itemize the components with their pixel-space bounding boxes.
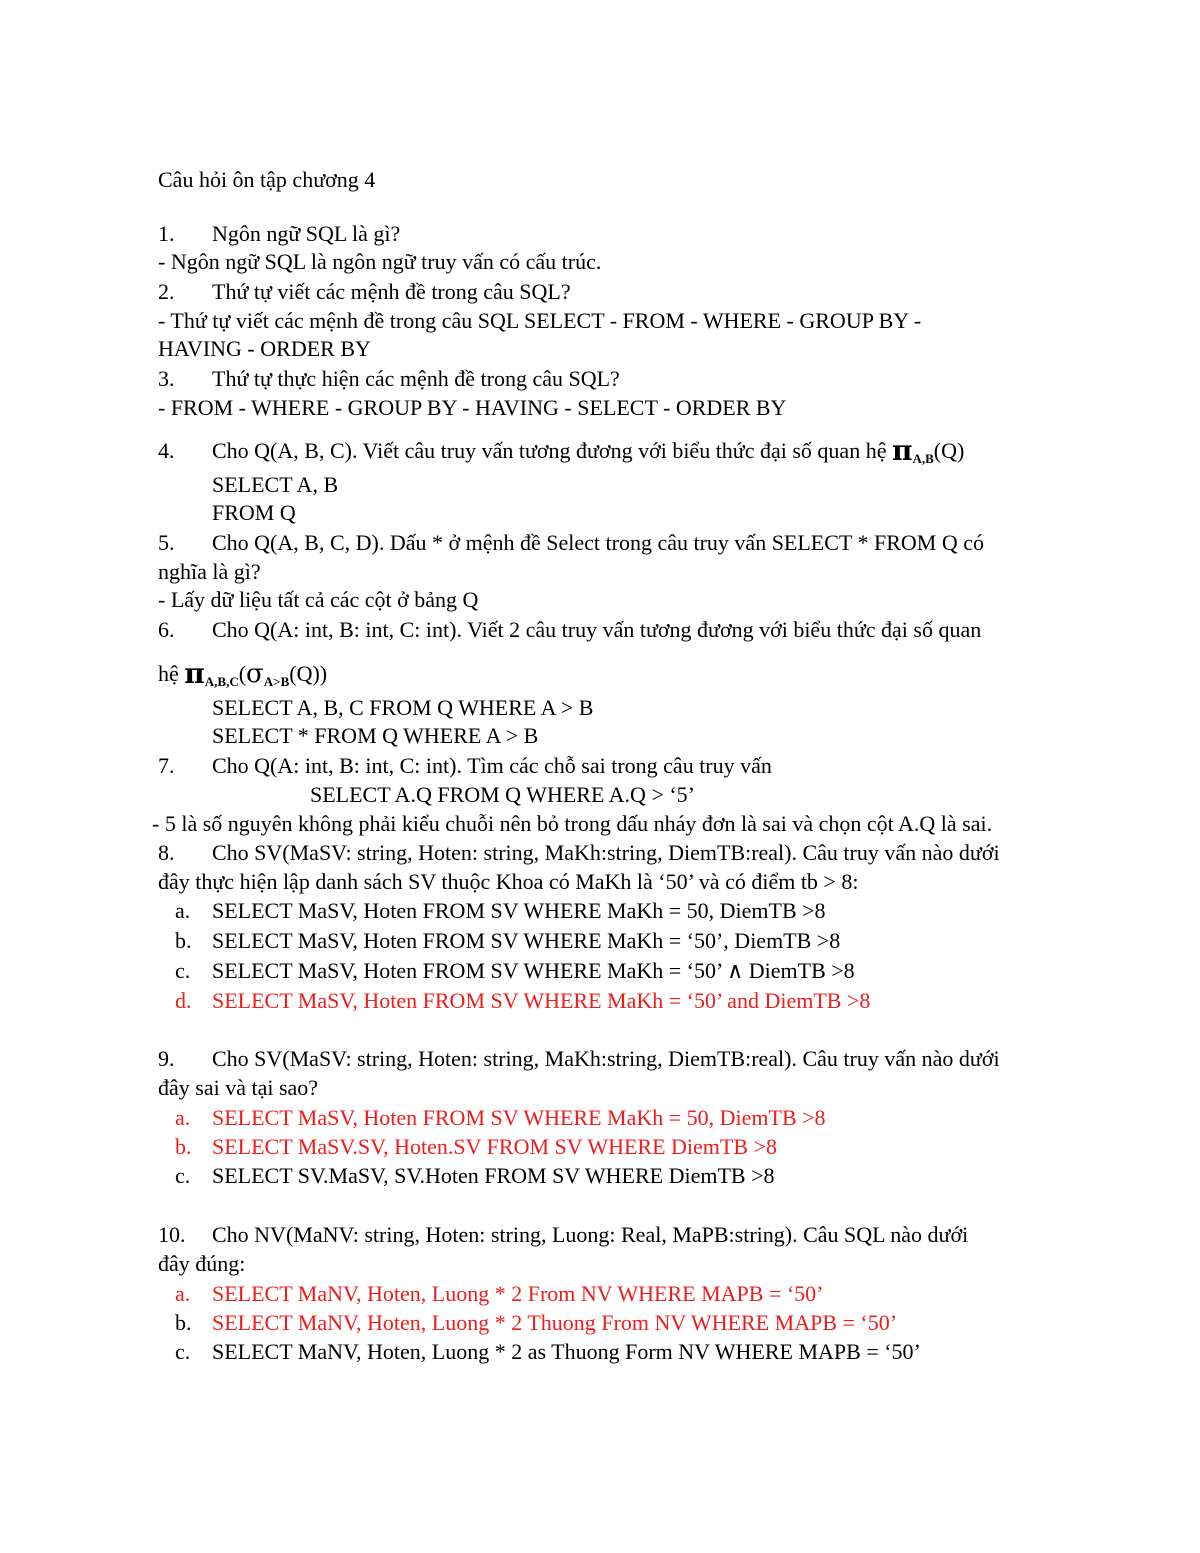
projection-subscript: A,B,C <box>204 674 239 689</box>
projection-subscript: A,B <box>912 451 934 466</box>
question-number: 8. <box>158 840 175 865</box>
document-page: Câu hỏi ôn tập chương 4 1. Ngôn ngữ SQL là gì? - Ngôn ngữ SQL là ngôn ngữ truy vấn có cấu trúc. 2. Thứ tự viết các mệnh đề trong câu SQL? - Thứ tự viết các mệnh đề trong câu SQL SELECT - FROM - WHERE - GROUP BY - HAVING - ORDER BY 3. Thứ tự thực hiện các mệnh đề trong câu SQL? - FROM - WHERE - GROUP BY - HAVING - SELECT - ORDER BY 4. Cho Q(A, B, C). Viết câu truy vấn tương đương với biểu thức đại số quan hệ $\pi_{A,B}(Q)$ SELECT A, B FROM Q 5. Cho Q(A, B, C, D). Dấu * ở mệnh đề Select trong câu truy vấn SELECT * FROM Q có nghĩa là gì? - Lấy dữ liệu tất cả các cột ở bảng Q 6. Cho Q(A: int, B: int, C: int). Viết 2 câu truy vấn tương đương với biểu thức đại số quan hệ $\pi_{A,B,C}(\sigma_{A>B}(Q))$ SELECT A, B, C FROM Q WHERE A > B SELECT * FROM Q WHERE A > B 7. Cho Q(A: int, B: int, C: int). Tìm các chỗ sai trong câu truy vấn SELECT A.Q FROM Q WHERE A.Q > ‘5’ - 5 là số nguyên không phải kiểu chuỗi nên bỏ trong dấu nháy đơn là sai và chọn cột A.Q là sai. 8. Cho SV(MaSV: string, Hoten: string, MaKh:string, DiemTB:real). Câu truy vấn nào dưới đây thực hiện lập danh sách SV thuộc Khoa có MaKh là ‘50’ và có điểm tb > 8: a. SELECT MaSV, Hoten FROM SV WHERE MaKh = 50, DiemTB >8 b. SELECT MaSV, Hoten FROM SV WHERE MaKh = ‘50’, DiemTB >8 c. SELECT MaSV, Hoten FROM SV WHERE MaKh = ‘50’ ∧ DiemTB >8 d. SELECT MaSV, Hoten FROM SV WHERE MaKh = ‘50’ and DiemTB >8 9. Cho SV(MaSV: string, Hoten: string, MaKh:string, DiemTB:real). Câu truy vấn nào dưới đây sai và tại sao? a. SELECT MaSV, Hoten FROM SV WHERE MaKh = 50, DiemTB >8 b. SELECT MaSV.SV, Hoten.SV FROM SV WHERE DiemTB >8 c. SELECT SV.MaSV, SV.Hoten FROM SV WHERE DiemTB >8 10. Cho NV(MaNV: string, Hoten: string, Luong: Real, MaPB:string). Câu SQL nào dưới đây đúng: a. SELECT MaNV, Hoten, Luong * 2 From NV WHERE MAPB = ‘50’ b. SELECT MaNV, Hoten, Luong * 2 Thuong From NV WHERE MAPB = ‘50’ c. SELECT MaNV, Hoten, Luong * 2 as Thuong Form NV WHERE MAPB = ‘50’ <box>152 167 1000 1364</box>
selection-subscript: A>B <box>263 674 290 689</box>
question-number: 10. <box>158 1222 186 1247</box>
question-text: Cho Q(A, B, C). Viết câu truy vấn tương đương với biểu thức đại số quan hệ $\pi_{A,B}(Q)$ <box>212 434 965 467</box>
question-number: 4. <box>158 438 175 463</box>
question-text: Thứ tự thực hiện các mệnh đề trong câu SQL? <box>212 366 620 391</box>
question-text: Cho Q(A, B, C, D). Dấu * ở mệnh đề Select trong câu truy vấn SELECT * FROM Q có <box>212 530 984 555</box>
question-number: 5. <box>158 530 175 555</box>
question-text: Cho SV(MaSV: string, Hoten: string, MaKh:string, DiemTB:real). Câu truy vấn nào dưới <box>212 840 1000 865</box>
question-text: Cho NV(MaNV: string, Hoten: string, Luong: Real, MaPB:string). Câu SQL nào dưới <box>212 1222 969 1247</box>
pi-symbol: π <box>184 657 205 690</box>
question-text: Thứ tự viết các mệnh đề trong câu SQL? <box>212 279 571 304</box>
question-number: 1. <box>158 221 175 246</box>
question-text: Cho Q(A: int, B: int, C: int). Tìm các chỗ sai trong câu truy vấn <box>212 753 772 778</box>
pi-symbol: π <box>891 434 913 467</box>
question-text: Ngôn ngữ SQL là gì? <box>212 221 401 246</box>
question-number: 7. <box>158 753 175 778</box>
question-number: 9. <box>158 1046 175 1071</box>
question-text: Cho Q(A: int, B: int, C: int). Viết 2 câu truy vấn tương đương với biểu thức đại số quan <box>212 617 982 642</box>
question-number: 6. <box>158 617 175 642</box>
question-number: 3. <box>158 366 175 391</box>
question-number: 2. <box>158 279 175 304</box>
question-text: Cho SV(MaSV: string, Hoten: string, MaKh:string, DiemTB:real). Câu truy vấn nào dưới <box>212 1046 1000 1071</box>
sigma-symbol: σ <box>246 659 264 689</box>
